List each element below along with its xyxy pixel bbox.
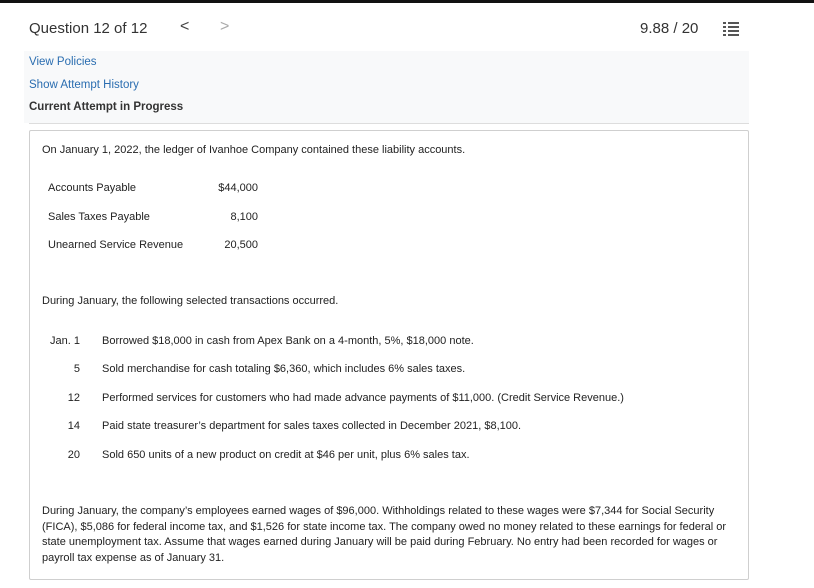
list-line <box>728 34 739 36</box>
show-attempt-history-link[interactable]: Show Attempt History <box>29 79 139 91</box>
wages-paragraph: During January, the company’s employees earned wages of $96,000. Withholdings related to these wages were $7,344 for Social Security (FICA), $5,086 for federal income tax, and $1,526 for state income tax. The company owed no money related to these earnings for federal or state unemployment tax. Assume that wages earned during January will be paid during February. No entry had been recorded for wages or payroll tax expense as of January 31. <box>42 505 727 564</box>
account-amount: 8,100 <box>230 211 258 223</box>
transaction-date: 5 <box>73 363 80 375</box>
transaction-date: 12 <box>67 392 80 404</box>
transaction-description: Sold 650 units of a new product on credit at $46 per unit, plus 6% sales tax. <box>102 449 470 461</box>
transactions-intro: During January, the following selected transactions occurred. <box>42 295 339 307</box>
list-dot <box>723 30 726 32</box>
question-intro: On January 1, 2022, the ledger of Ivanhoe Company contained these liability accounts. <box>42 144 466 156</box>
account-amount: $44,000 <box>218 182 258 194</box>
previous-question-arrow-icon[interactable]: < <box>180 18 190 35</box>
list-line <box>728 30 739 32</box>
score-display: 9.88 / 20 <box>640 20 699 37</box>
account-name: Accounts Payable <box>48 182 137 194</box>
list-line <box>728 26 739 28</box>
list-dot <box>723 26 726 28</box>
list-dot <box>723 22 726 24</box>
list-line <box>728 22 739 24</box>
transaction-description: Sold merchandise for cash totaling $6,360, which includes 6% sales taxes. <box>102 363 466 375</box>
transaction-description: Paid state treasurer’s department for sales taxes collected in December 2021, $8,100. <box>102 420 522 432</box>
transaction-date: Jan. 1 <box>50 335 80 347</box>
account-name: Unearned Service Revenue <box>48 239 184 251</box>
transaction-description: Borrowed $18,000 in cash from Apex Bank on a 4-month, 5%, $18,000 note. <box>102 335 474 347</box>
transaction-date: 14 <box>67 420 80 432</box>
current-attempt-label: Current Attempt in Progress <box>29 101 184 113</box>
next-question-arrow-icon[interactable]: > <box>220 18 230 35</box>
account-name: Sales Taxes Payable <box>48 211 150 223</box>
question-card <box>29 130 749 580</box>
question-counter: Question 12 of 12 <box>29 20 148 37</box>
account-amount: 20,500 <box>224 239 258 251</box>
section-divider <box>29 123 749 124</box>
transaction-date: 20 <box>67 449 80 461</box>
transaction-description: Performed services for customers who had made advance payments of $11,000. (Credit Service Revenue.) <box>102 392 624 404</box>
question-header <box>0 3 814 51</box>
list-icon[interactable] <box>723 22 739 36</box>
view-policies-link[interactable]: View Policies <box>29 56 97 68</box>
list-dot <box>723 34 726 36</box>
